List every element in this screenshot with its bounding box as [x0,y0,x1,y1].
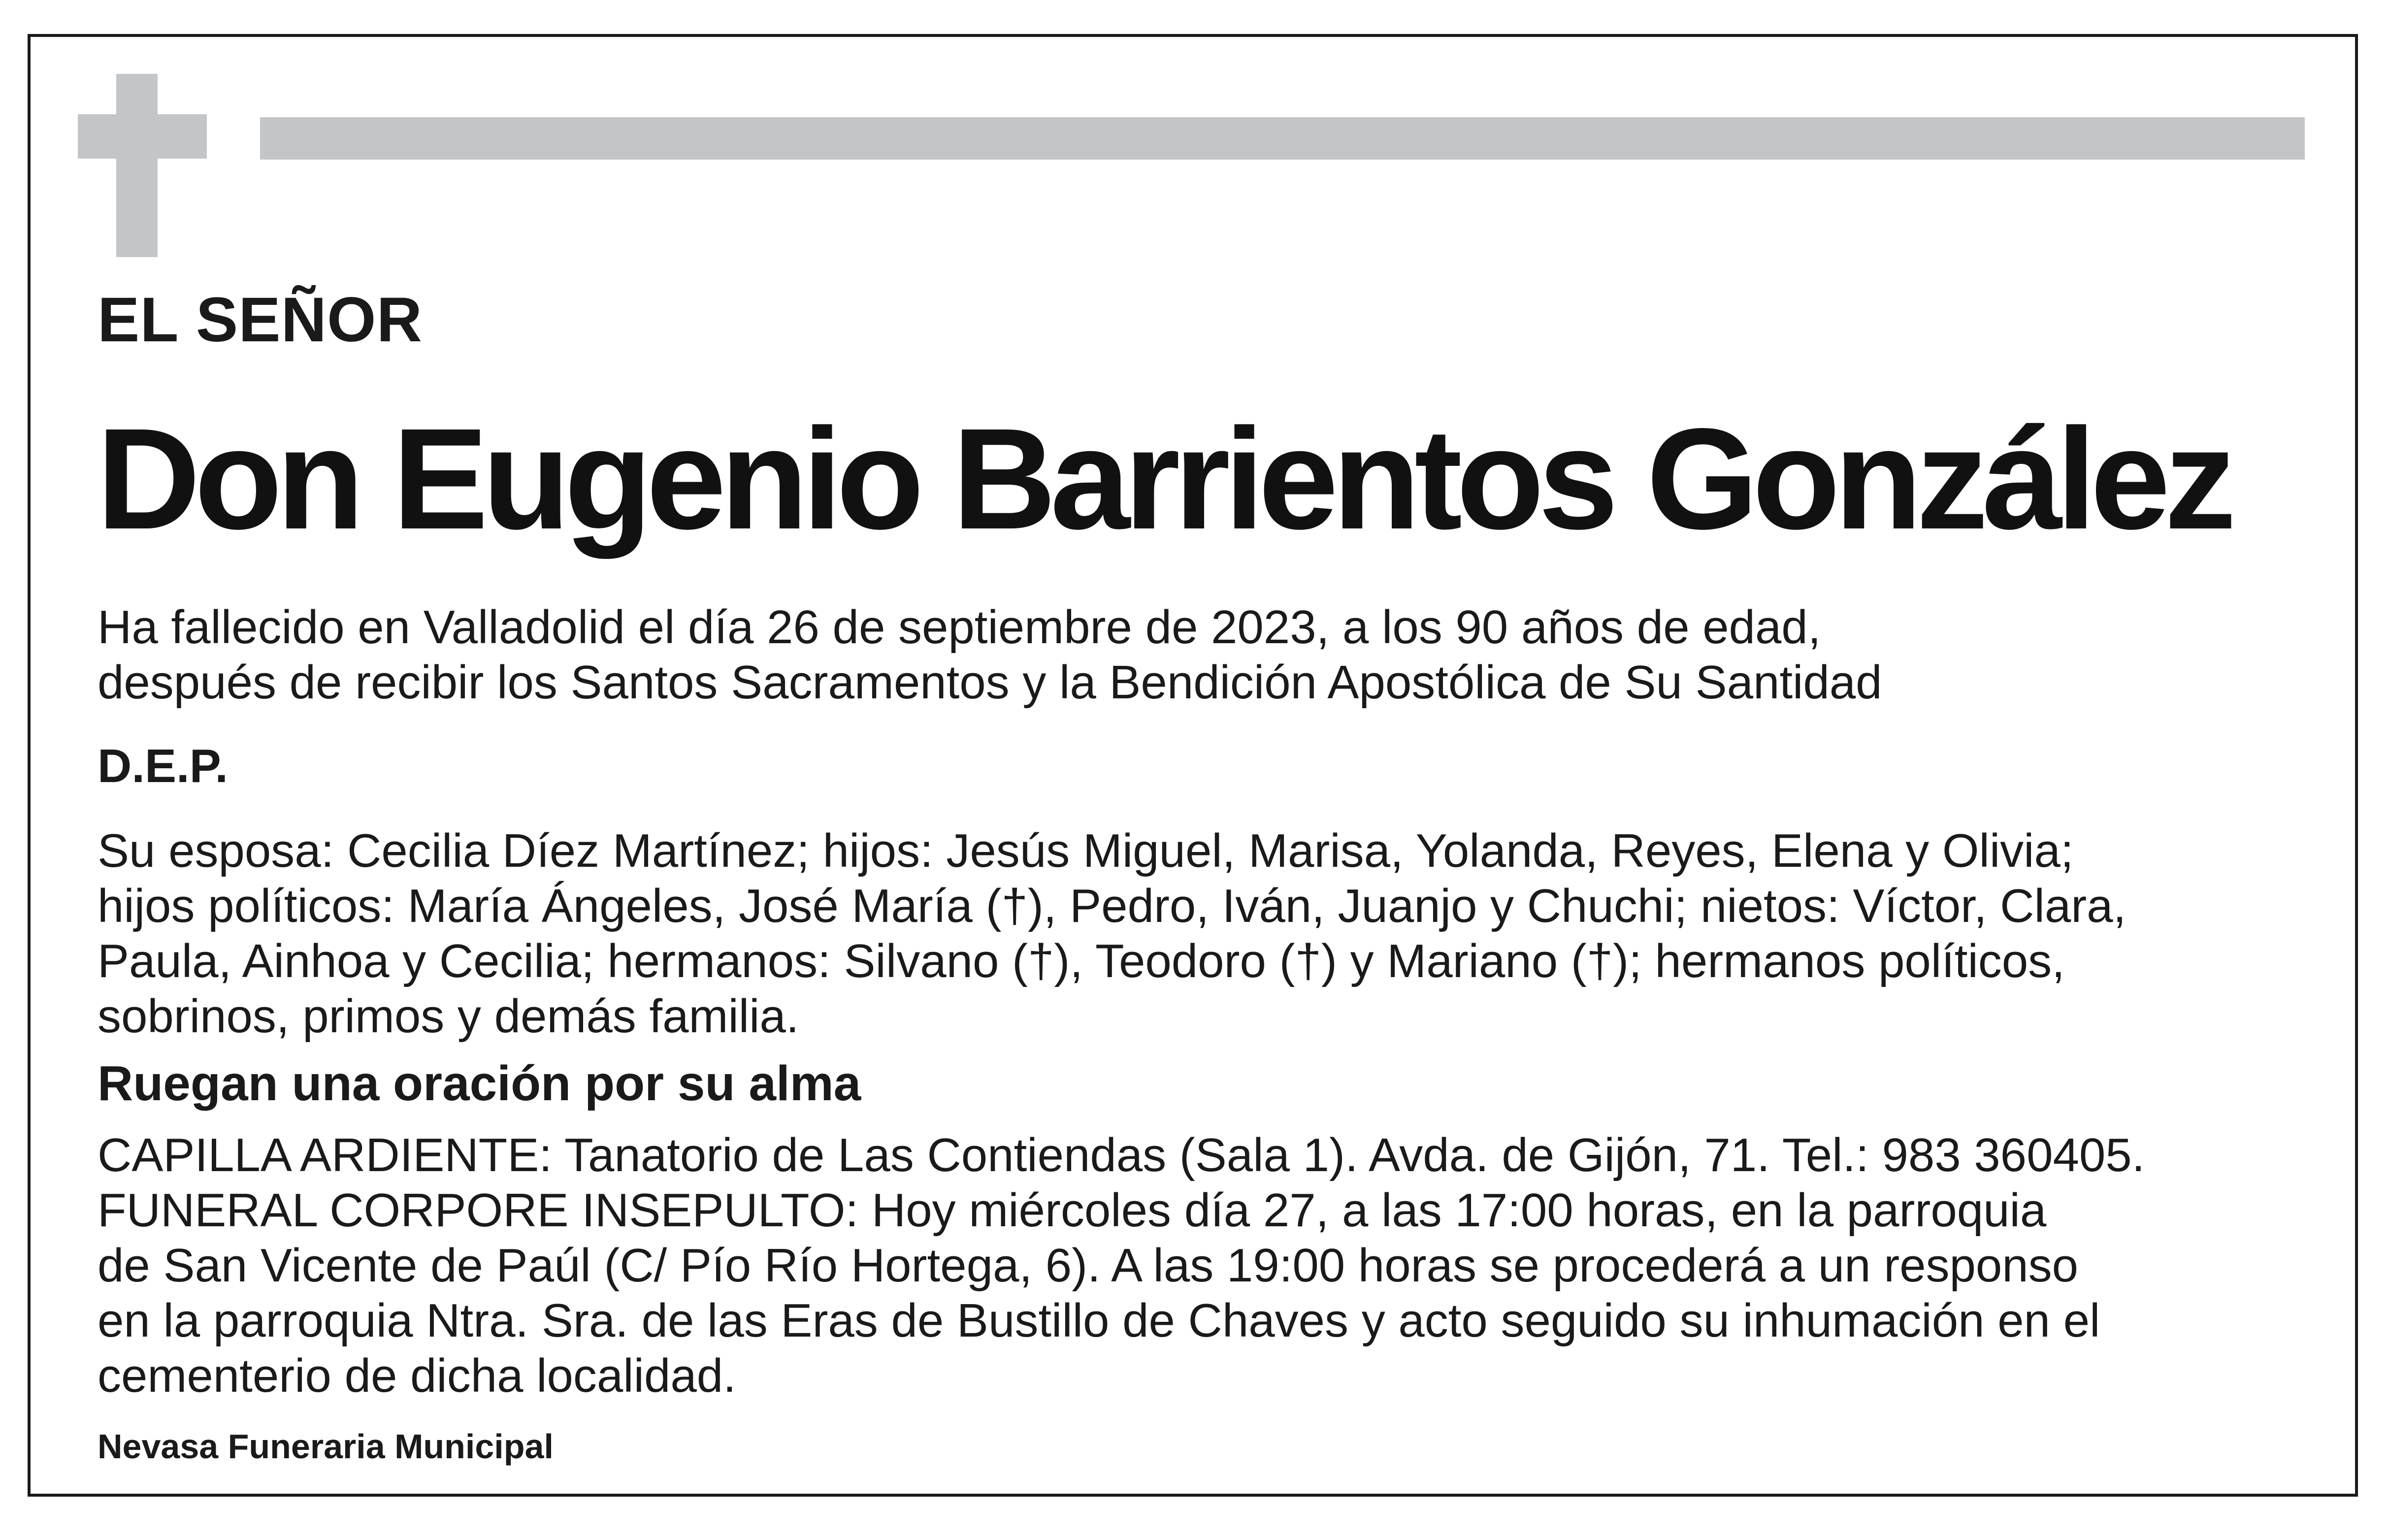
announcement-line: después de recibir los Santos Sacramentos y la Bendición Apostólica de Su Santidad [98,656,1882,709]
family-line: hijos políticos: María Ángeles, José María (†), Pedro, Iván, Juanjo y Chuchi; nietos: Víctor, Clara, [98,880,2127,932]
family-line: sobrinos, primos y demás familia. [98,990,799,1043]
family-line: Paula, Ainhoa y Cecilia; hermanos: Silvano (†), Teodoro (†) y Mariano (†); hermanos políticos, [98,935,2065,987]
announcement-line: Ha fallecido en Valladolid el día 26 de septiembre de 2023, a los 90 años de edad, [98,601,1821,654]
deceased-name: Don Eugenio Barrientos González [97,398,2230,559]
funeral-line: en la parroquia Ntra. Sra. de las Eras de Bustillo de Chaves y acto seguido su inhumación en el [98,1294,2100,1347]
funeral-line: de San Vicente de Paúl (C/ Pío Río Hortega, 6). A las 19:00 horas se procederá a un responso [98,1239,2079,1292]
funeral-home-signature: Nevasa Funeraria Municipal [98,1427,554,1466]
funeral-line: CAPILLA ARDIENTE: Tanatorio de Las Contiendas (Sala 1). Avda. de Gijón, 71. Tel.: 983 360405. [98,1129,2145,1181]
funeral-line: cementerio de dicha localidad. [98,1349,736,1402]
header-rule [260,117,2305,160]
cross-horizontal-bar [78,114,207,159]
family-line: Su esposa: Cecilia Díez Martínez; hijos: Jesús Miguel, Marisa, Yolanda, Reyes, Elena y Olivia; [98,824,2074,877]
family-list [98,823,2126,1044]
dep-label: D.E.P. [98,740,229,792]
funeral-details [98,1128,2145,1404]
funeral-line: FUNERAL CORPORE INSEPULTO: Hoy miércoles día 27, a las 17:00 horas, en la parroquia [98,1184,2047,1237]
honorific: EL SEÑOR [98,285,423,355]
prayer-request: Ruegan una oración por su alma [98,1056,861,1111]
cross-vertical-bar [116,74,158,257]
death-announcement [98,600,1882,710]
